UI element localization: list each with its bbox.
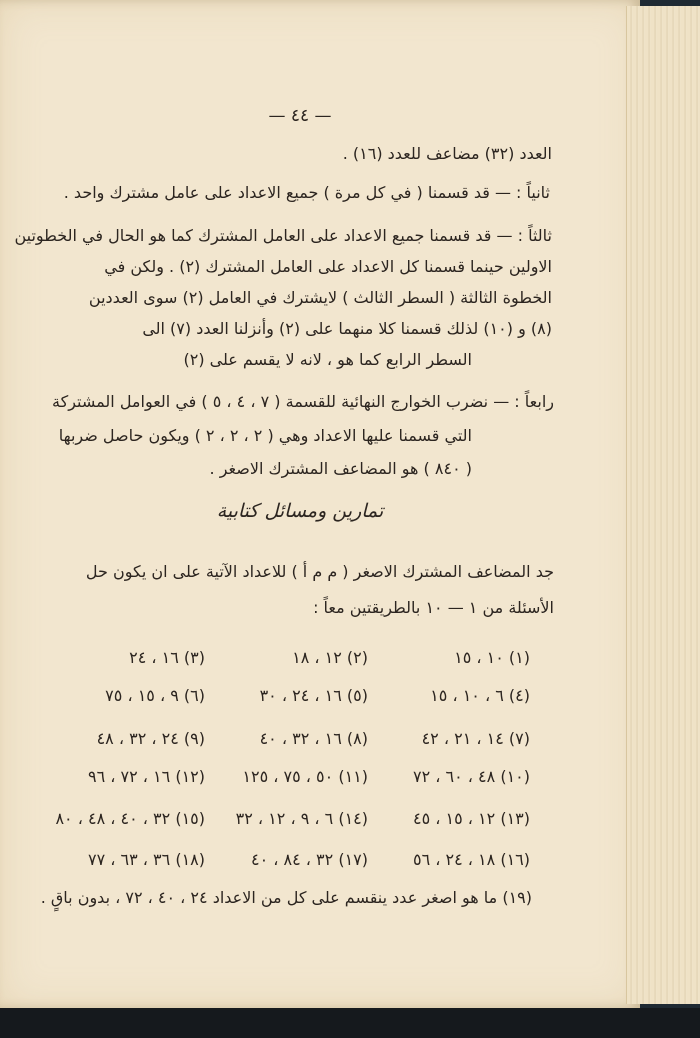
- exercise-item: (١١) ٥٠ ، ٧٥ ، ١٢٥: [242, 767, 368, 786]
- paragraph-line: السطر الرابع كما هو ، لانه لا يقسم على (٢): [183, 350, 472, 369]
- page-stack-edge: [626, 6, 700, 1004]
- exercise-final-question: (١٩) ما هو اصغر عدد ينقسم على كل من الاعداد ٢٤ ، ٤٠ ، ٧٢ ، بدون باقٍ .: [40, 888, 532, 907]
- exercise-item: (٨) ١٦ ، ٣٢ ، ٤٠: [259, 729, 368, 748]
- exercise-item: (٢) ١٢ ، ١٨: [292, 648, 368, 667]
- exercise-item: (٧) ١٤ ، ٢١ ، ٤٢: [421, 729, 530, 748]
- paragraph-line: ( ٨٤٠ ) هو المضاعف المشترك الاصغر .: [209, 459, 472, 478]
- paragraph-line: ثالثاً : — قد قسمنا جميع الاعداد على العامل المشترك كما هو الحال في الخطوتين: [14, 226, 552, 245]
- exercise-item: (١٢) ١٦ ، ٧٢ ، ٩٦: [87, 767, 205, 786]
- exercise-item: (٦) ٩ ، ١٥ ، ٧٥: [105, 686, 205, 705]
- exercise-item: (١٠) ٤٨ ، ٦٠ ، ٧٢: [412, 767, 530, 786]
- page-number: — ٤٤ —: [268, 106, 332, 126]
- paragraph-line: رابعاً : — نضرب الخوارج النهائية للقسمة ( ٧ ، ٤ ، ٥ ) في العوامل المشتركة: [52, 392, 554, 411]
- paragraph-line: الاولين حينما قسمنا كل الاعداد على العامل المشترك (٢) . ولكن في: [104, 257, 552, 276]
- exercise-item: (١٨) ٣٦ ، ٦٣ ، ٧٧: [87, 850, 205, 869]
- exercise-item: (٥) ١٦ ، ٢٤ ، ٣٠: [259, 686, 368, 705]
- exercise-item: (١٥) ٣٢ ، ٤٠ ، ٤٨ ، ٨٠: [55, 809, 205, 828]
- exercise-item: (١٦) ١٨ ، ٢٤ ، ٥٦: [412, 850, 530, 869]
- exercise-item: (١٤) ٦ ، ٩ ، ١٢ ، ٣٢: [235, 809, 368, 828]
- paragraph-line: ثانياً : — قد قسمنا ( في كل مرة ) جميع الاعداد على عامل مشترك واحد .: [63, 183, 550, 202]
- paragraph-line: الخطوة الثالثة ( السطر الثالث ) لايشترك في العامل (٢) سوى العددين: [88, 288, 552, 307]
- exercise-item: (١٣) ١٢ ، ١٥ ، ٤٥: [412, 809, 530, 828]
- exercise-item: (١) ١٠ ، ١٥: [454, 648, 530, 667]
- paragraph-line: (٨) و (١٠) لذلك قسمنا كلا منهما على (٢) وأنزلنا العدد (٧) الى: [142, 319, 552, 338]
- exercises-heading: تمارين ومسائل كتابية: [216, 500, 384, 522]
- exercise-item: (٩) ٢٤ ، ٣٢ ، ٤٨: [96, 729, 205, 748]
- exercise-item: (٤) ٦ ، ١٠ ، ١٥: [430, 686, 530, 705]
- exercises-intro: الأسئلة من ١ — ١٠ بالطريقتين معاً :: [313, 598, 554, 617]
- exercises-intro: جد المضاعف المشترك الاصغر ( م م أ ) للاعداد الآتية على ان يكون حل: [85, 562, 554, 581]
- background-strip: [0, 1008, 700, 1038]
- exercise-item: (١٧) ٣٢ ، ٨٤ ، ٤٠: [250, 850, 368, 869]
- paragraph-line: التي قسمنا عليها الاعداد وهي ( ٢ ، ٢ ، ٢ ) ويكون حاصل ضربها: [58, 426, 472, 445]
- exercise-item: (٣) ١٦ ، ٢٤: [129, 648, 205, 667]
- paragraph-line: العدد (٣٢) مضاعف للعدد (١٦) .: [342, 144, 552, 163]
